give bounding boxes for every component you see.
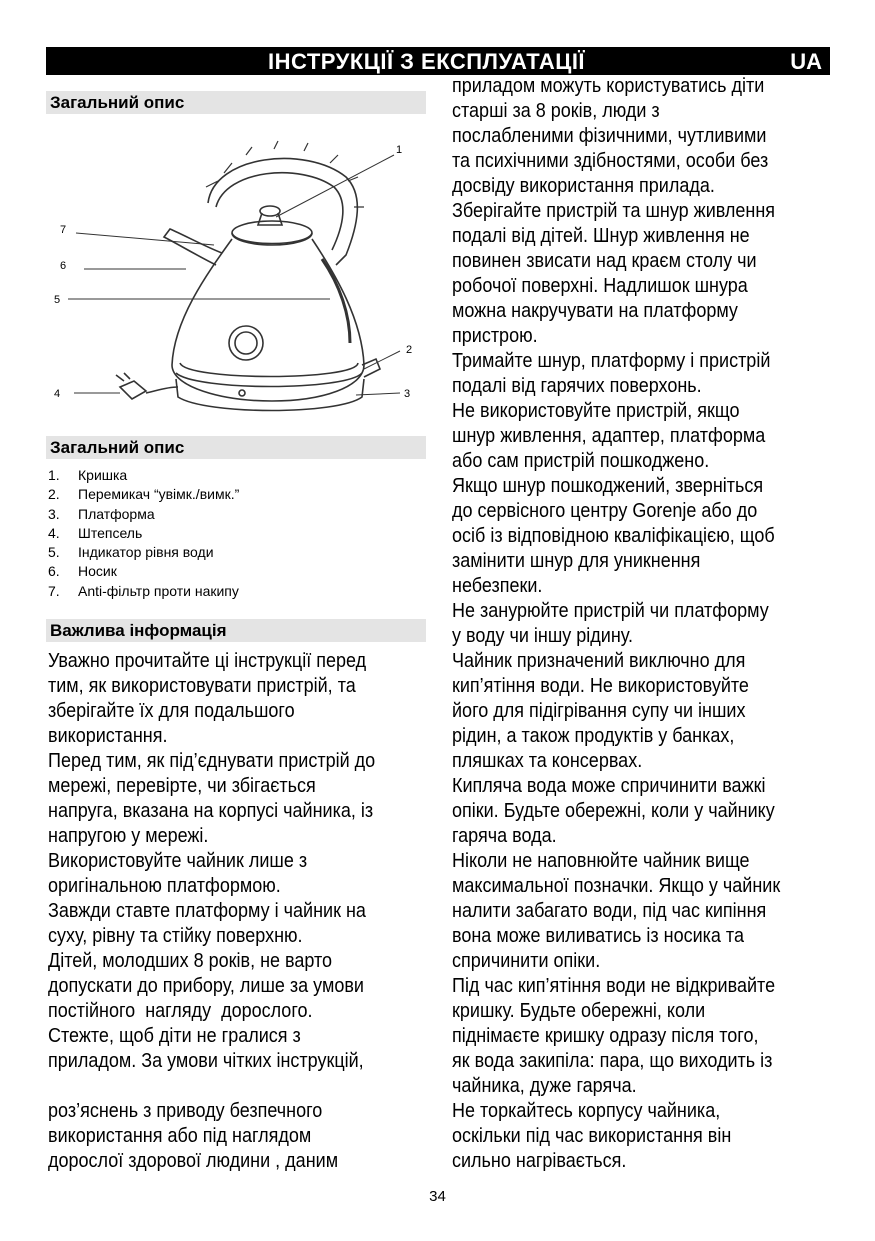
text-line: Зберігайте пристрій та шнур живлення xyxy=(452,200,776,222)
text-line: Не використовуйте пристрій, якщо xyxy=(452,400,740,422)
text-line: вона може виливатись із носика та xyxy=(452,925,744,947)
text-line: напруга, вказана на корпусі чайника, із xyxy=(48,800,374,822)
text-line: Не торкайтесь корпусу чайника, xyxy=(452,1100,721,1122)
callout-4: 4 xyxy=(54,388,61,400)
list-item: 3. Платформа xyxy=(48,505,155,522)
text-line: зберігайте їх для подальшого xyxy=(48,700,295,722)
section-heading-parts xyxy=(46,436,426,459)
text-line: Завжди ставте платформу і чайник на xyxy=(48,900,366,922)
text-line: та психічними здібностями, особи без xyxy=(452,150,769,172)
text-line: приладом. За умови чітких інструкцій, xyxy=(48,1050,364,1072)
page-header xyxy=(46,47,830,75)
text-line: його для підігрівання супу чи інших xyxy=(452,700,746,722)
page-number: 34 xyxy=(429,1188,446,1205)
language-code: UA xyxy=(790,49,822,74)
right-text-column xyxy=(452,74,832,1174)
text-line: робочої поверхні. Надлишок шнура xyxy=(452,275,748,297)
text-line: шнур живлення, адаптер, платформа xyxy=(452,425,766,447)
text-line: піднімаєте кришку одразу після того, xyxy=(452,1025,759,1047)
switch xyxy=(362,359,380,377)
text-line: Дітей, молодших 8 років, не варто xyxy=(48,950,333,972)
list-item: 6. Носик xyxy=(48,563,117,580)
text-line: повинен звисати над краєм столу чи xyxy=(452,250,757,272)
text-line: можна накручувати на платформу xyxy=(452,300,738,322)
text-line: осіб із відповідною кваліфікацією, щоб xyxy=(452,525,775,547)
text-line: оригінальною платформою. xyxy=(48,875,281,897)
text-line: чайника, дуже гаряча. xyxy=(452,1075,637,1097)
text-line: спричинити опіки. xyxy=(452,950,601,972)
text-line: Чайник призначений виключно для xyxy=(452,650,746,672)
text-line: пристрою. xyxy=(452,325,538,347)
text-line: Уважно прочитайте ці інструкції перед xyxy=(48,650,367,672)
text-line: Стежте, щоб діти не гралися з xyxy=(48,1025,301,1047)
text-line: небезпеки. xyxy=(452,575,543,597)
plug xyxy=(120,381,146,399)
text-line: тим, як використовувати пристрій, та xyxy=(48,675,356,697)
base-platform xyxy=(176,379,364,411)
text-line: гаряча вода. xyxy=(452,825,557,847)
text-line: налити забагато води, під час кипіння xyxy=(452,900,767,922)
text-line: приладом можуть користуватись діти xyxy=(452,75,765,97)
text-line: послабленими фізичними, чутливими xyxy=(452,125,767,147)
section-heading-text: Загальний опис xyxy=(50,438,185,457)
text-line: використання або під наглядом xyxy=(48,1125,312,1147)
list-item: 1. Кришка xyxy=(48,467,128,483)
text-line: або сам пристрій пошкоджено. xyxy=(452,450,710,472)
text-line: подалі від гарячих поверхонь. xyxy=(452,375,702,397)
callout-6: 6 xyxy=(60,260,67,272)
text-line: сильно нагрівається. xyxy=(452,1150,627,1172)
text-line: Ніколи не наповнюйте чайник вище xyxy=(452,850,750,872)
text-line: Не занурюйте пристрій чи платформу xyxy=(452,600,769,622)
text-line: кип’ятіння води. Не використовуйте xyxy=(452,675,749,697)
section-heading-important-info xyxy=(46,619,426,642)
section-heading-general-description xyxy=(46,91,426,114)
section-heading-text: Загальний опис xyxy=(50,93,185,112)
left-text-column xyxy=(48,649,426,1174)
callout-1: 1 xyxy=(396,144,403,156)
text-line: подалі від дітей. Шнур живлення не xyxy=(452,225,750,247)
text-line: суху, рівну та стійку поверхню. xyxy=(48,925,303,947)
text-line: Під час кип’ятіння води не відкривайте xyxy=(452,975,776,997)
text-line: постійного нагляду дорослого. xyxy=(48,1000,313,1022)
text-line: оскільки під час використання він xyxy=(452,1125,732,1147)
handle-outline xyxy=(208,158,357,265)
text-line: напругою у мережі. xyxy=(48,825,209,847)
text-line xyxy=(48,1074,388,1099)
text-line: максимальної позначки. Якщо у чайник xyxy=(452,875,781,897)
list-item: 7. Anti-фільтр проти накипу xyxy=(48,582,239,599)
text-line: Якщо шнур пошкоджений, зверніться xyxy=(452,475,764,497)
text-line: Перед тим, як під’єднувати пристрій до xyxy=(48,750,376,772)
text-line: досвіду використання прилада. xyxy=(452,175,715,197)
text-line: Кипляча вода може спричинити важкі xyxy=(452,775,766,797)
callout-3: 3 xyxy=(404,388,411,400)
text-line: у воду чи іншу рідину. xyxy=(452,625,634,647)
text-line: замінити шнур для уникнення xyxy=(452,550,701,572)
kettle-illustration xyxy=(46,125,426,425)
parts-list xyxy=(48,466,239,601)
list-item: 2. Перемикач “увімк./вимк.” xyxy=(48,486,240,503)
dial xyxy=(229,326,263,360)
text-line: опіки. Будьте обережні, коли у чайнику xyxy=(452,800,775,822)
text-line: до сервісного центру Gorenje або до xyxy=(452,500,758,522)
lid-knob xyxy=(260,206,280,216)
list-item: 4. Штепсель xyxy=(48,524,143,541)
text-line: Тримайте шнур, платформу і пристрій xyxy=(452,350,771,372)
callout-7: 7 xyxy=(60,224,67,236)
list-item: 5. Індикатор рівня води xyxy=(48,544,214,561)
text-line: використання. xyxy=(48,725,168,747)
text-line: рідин, а також продуктів у банках, xyxy=(452,725,735,747)
water-level-indicator xyxy=(322,259,350,343)
header-title: ІНСТРУКЦІЇ З ЕКСПЛУАТАЦІЇ xyxy=(268,49,585,74)
text-line: мережі, перевірте, чи збігається xyxy=(48,775,316,797)
text-line: пляшках та консервах. xyxy=(452,750,643,772)
text-line: як вода закипіла: пара, що виходить із xyxy=(452,1050,773,1072)
text-line: допускати до прибору, лише за умови xyxy=(48,975,364,997)
callout-2: 2 xyxy=(406,344,413,356)
section-heading-text: Важлива інформація xyxy=(50,621,227,640)
text-line: Використовуйте чайник лише з xyxy=(48,850,308,872)
text-line: дорослої здорової людини , даним xyxy=(48,1150,339,1172)
text-line: старші за 8 років, люди з xyxy=(452,100,660,122)
spout xyxy=(164,229,222,265)
text-line: кришку. Будьте обережні, коли xyxy=(452,1000,706,1022)
callout-5: 5 xyxy=(54,294,61,306)
text-line: роз’яснень з приводу безпечного xyxy=(48,1100,323,1122)
